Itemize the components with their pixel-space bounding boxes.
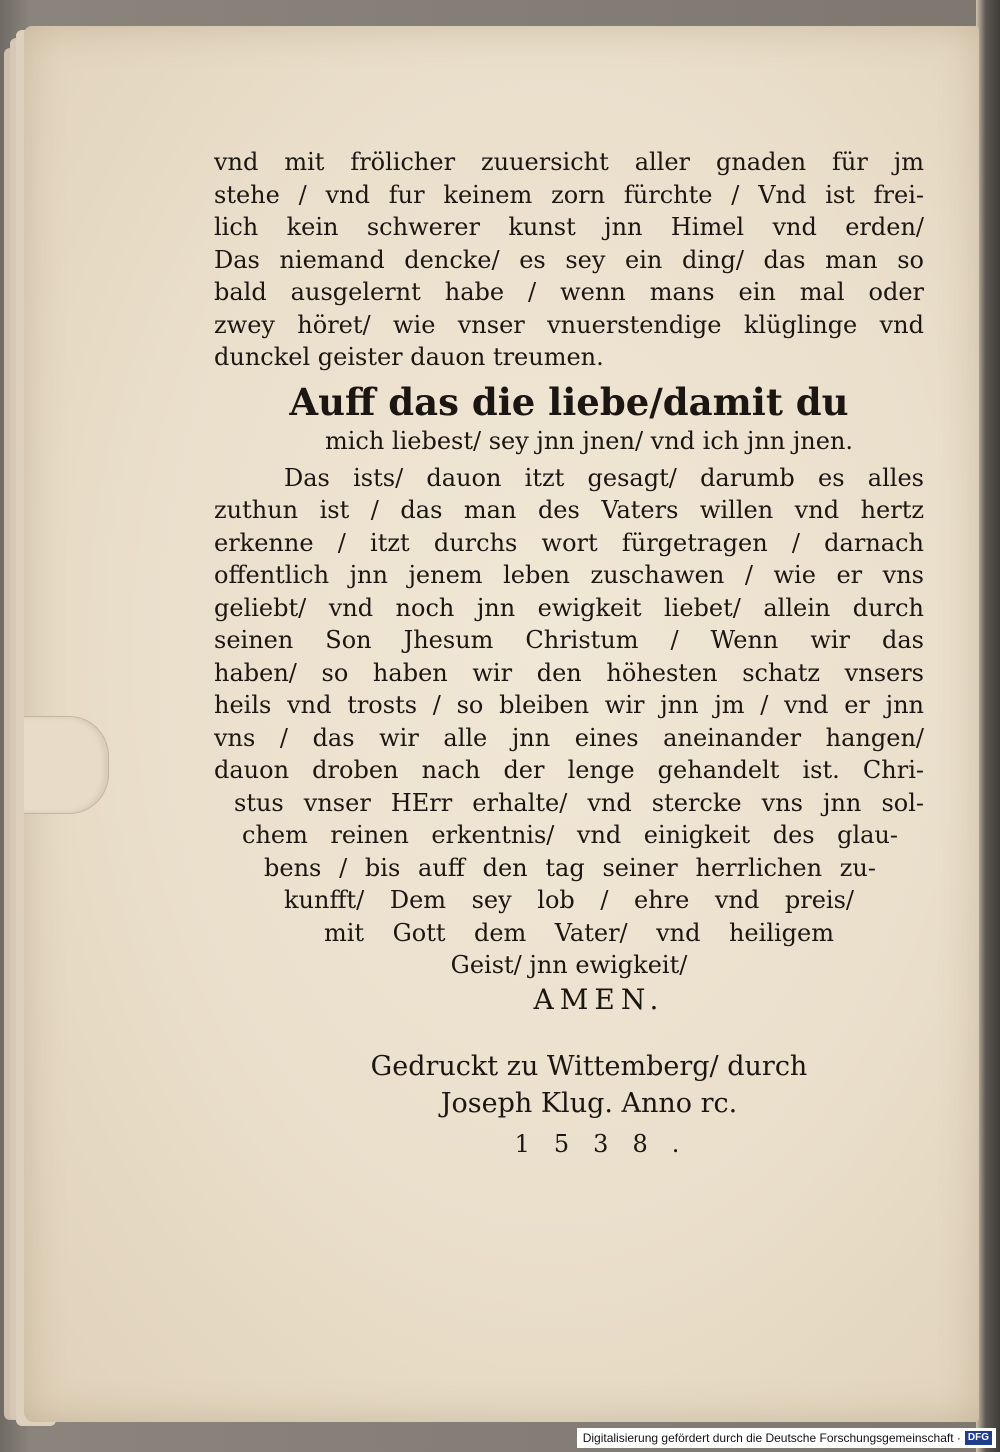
paragraph-line: offentlich jnn jenem leben zuschawen / wie er vns xyxy=(214,561,924,589)
scripture-heading-line2: mich liebest/ sey jnn jnen/ vnd ich jnn jnen. xyxy=(324,426,854,455)
text-block xyxy=(214,146,924,1158)
paragraph-line: bens / bis auff den tag seiner herrlichen zu- xyxy=(264,853,876,882)
body-line: Das niemand dencke/ es sey ein ding/ das man so xyxy=(214,245,924,274)
book-spine-shadow xyxy=(976,0,1000,1452)
body-line: bald ausgelernt habe / wenn mans ein mal oder xyxy=(214,278,924,306)
funding-footer xyxy=(577,1428,996,1448)
page-clasp-tab xyxy=(24,716,109,814)
paragraph-line: stus vnser HErr erhalte/ vnd stercke vns jnn sol- xyxy=(234,788,924,817)
body-line: lich kein schwerer kunst jnn Himel vnd erden/ xyxy=(214,213,924,241)
paragraph-line: geliebt/ vnd noch jnn ewigkeit liebet/ allein durch xyxy=(214,593,924,622)
paragraph-line: vns / das wir alle jnn eines aneinander hangen/ xyxy=(214,723,924,752)
paragraph-line: seinen Son Jhesum Christum / Wenn wir das xyxy=(214,626,924,654)
body-line: dunckel geister dauon treumen. xyxy=(214,343,604,371)
colophon-line: Joseph Klug. Anno rc. xyxy=(440,1087,738,1119)
paragraph-line: dauon droben nach der lenge gehandelt ist. Chri- xyxy=(214,756,924,784)
paragraph-line: chem reinen erkentnis/ vnd einigkeit des glau- xyxy=(242,821,898,849)
amen-line: AMEN. xyxy=(533,982,665,1016)
paragraph-line: haben/ so haben wir den höhesten schatz vnsers xyxy=(214,658,924,687)
dfg-logo-icon: DFG xyxy=(965,1431,992,1445)
footer-text: Digitalisierung gefördert durch die Deutsche Forschungsgemeinschaft · xyxy=(582,1431,961,1445)
body-line: stehe / vnd fur keinem zorn fürchte / Vnd ist frei- xyxy=(214,180,924,209)
paragraph-line: heils vnd trosts / so bleiben wir jnn jm / vnd er jnn xyxy=(214,691,924,719)
scripture-heading: Auff das die liebe/damit du xyxy=(289,379,849,424)
body-line: vnd mit frölicher zuuersicht aller gnaden für jm xyxy=(214,148,924,176)
paper-page xyxy=(24,26,979,1422)
paragraph-line: kunfft/ Dem sey lob / ehre vnd preis/ xyxy=(284,886,854,914)
paragraph-line: Geist/ jnn ewigkeit/ xyxy=(450,951,688,979)
paragraph-line: zuthun ist / das man des Vaters willen vnd hertz xyxy=(214,496,924,524)
paragraph-line: mit Gott dem Vater/ vnd heiligem xyxy=(324,918,834,947)
paragraph-line: erkenne / itzt durchs wort fürgetragen / darnach xyxy=(214,528,924,557)
colophon-line: Gedruckt zu Wittemberg/ durch xyxy=(370,1050,808,1082)
body-line: zwey höret/ wie vnser vnuerstendige klüglinge vnd xyxy=(214,310,924,339)
print-year: 1538. xyxy=(514,1129,704,1158)
paragraph-line: Das ists/ dauon itzt gesagt/ darumb es alles xyxy=(284,463,924,492)
